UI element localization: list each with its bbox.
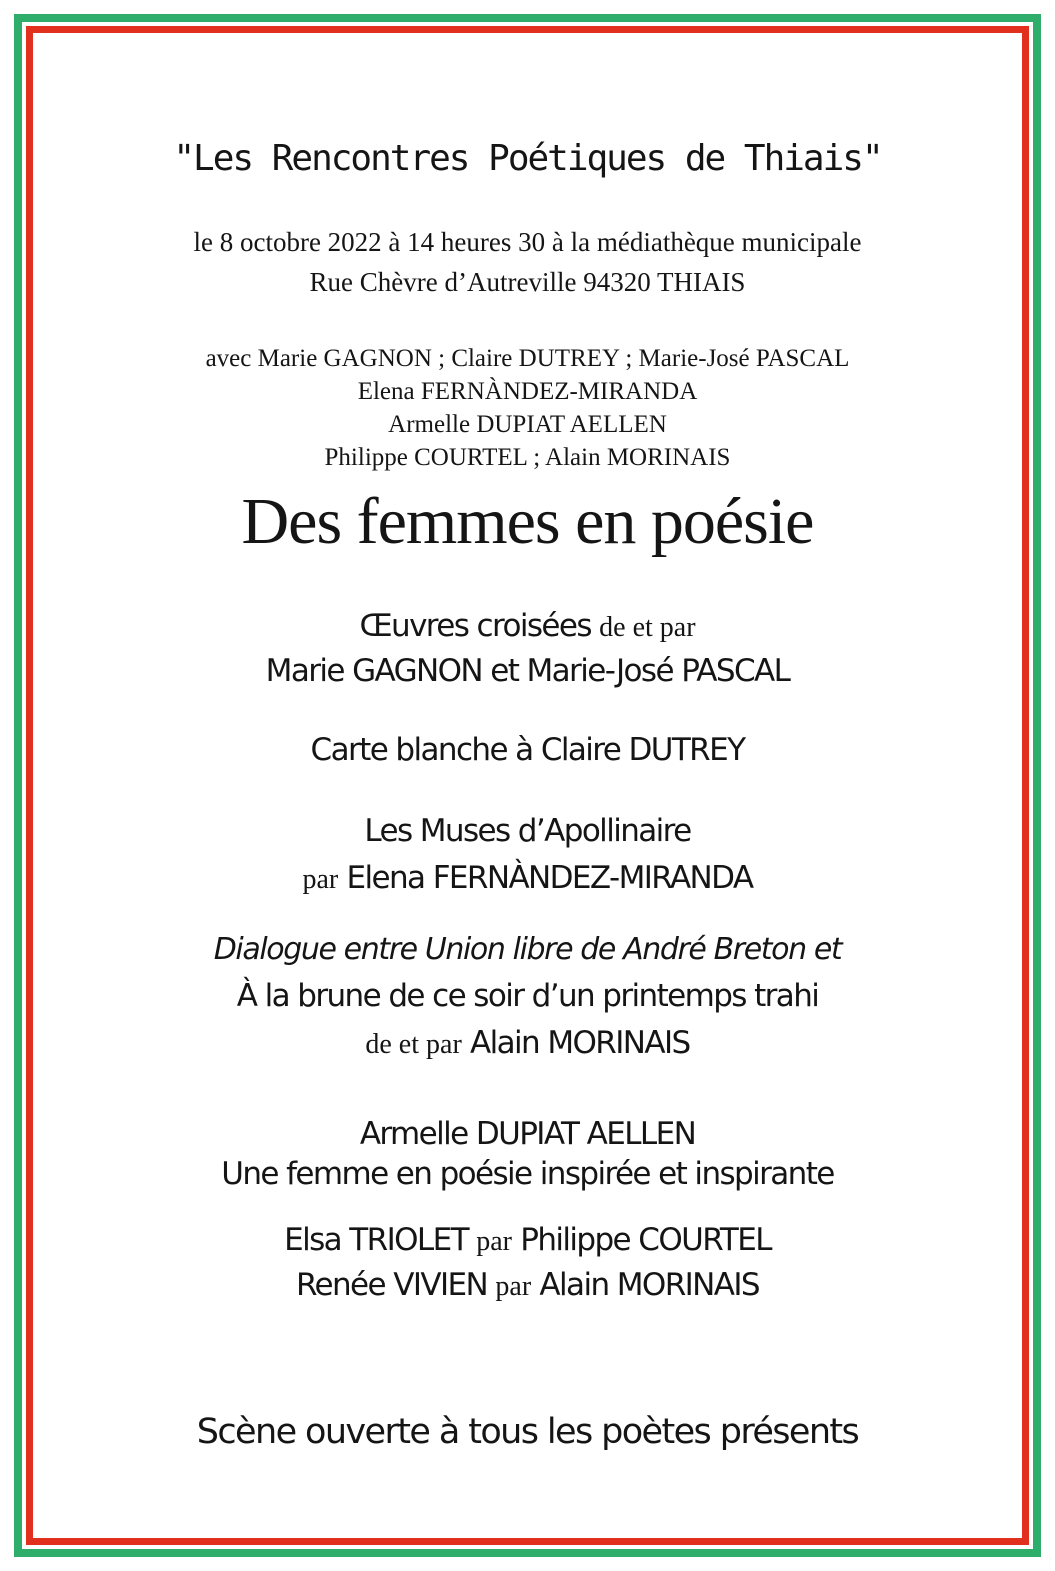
program-oeuvres <box>33 608 1022 644</box>
program-dialogue-title: À la brune de ce soir d’un printemps trahi <box>236 978 819 1014</box>
program-oeuvres-names: Marie GAGNON et Marie-José PASCAL <box>265 653 790 689</box>
footer-open-stage: Scène ouverte à tous les poètes présents <box>196 1412 859 1452</box>
program-armelle-desc: Une femme en poésie inspirée et inspirante <box>221 1156 834 1192</box>
program-muses-par: par <box>302 864 339 895</box>
program-dialogue-italic: Dialogue entre Union libre de André Breton et <box>213 932 842 967</box>
guest-line-1: avec Marie GAGNON ; Claire DUTREY ; Marie-José PASCAL <box>205 345 850 372</box>
guest-line-2: Elena FERNÀNDEZ-MIRANDA <box>357 378 698 405</box>
event-header: "Les Rencontres Poétiques de Thiais" <box>173 138 882 179</box>
guest-line-3: Armelle DUPIAT AELLEN <box>388 411 667 438</box>
program-muses-author <box>33 860 1022 896</box>
poster-content <box>33 33 1022 1538</box>
program-muses-title: Les Muses d’Apollinaire <box>364 813 691 849</box>
program-dialogue-name: Alain MORINAIS <box>470 1025 690 1061</box>
program-oeuvres-main: Œuvres croisées <box>359 608 591 644</box>
program-renee-by: Alain MORINAIS <box>539 1267 759 1303</box>
program-muses-name: Elena FERNÀNDEZ-MIRANDA <box>346 860 753 896</box>
program-dialogue-small: de et par <box>365 1029 462 1060</box>
program-elsa-par: par <box>476 1226 512 1257</box>
program-elsa-name: Elsa TRIOLET <box>284 1222 468 1258</box>
program-elsa <box>33 1222 1022 1258</box>
program-dialogue-author <box>33 1025 1022 1061</box>
program-renee <box>33 1267 1022 1303</box>
guest-line-4: Philippe COURTEL ; Alain MORINAIS <box>324 444 731 471</box>
program-renee-par: par <box>495 1271 532 1302</box>
program-elsa-by: Philippe COURTEL <box>520 1222 771 1258</box>
event-title: Des femmes en poésie <box>241 485 814 558</box>
event-address-line: Rue Chèvre d’Autreville 94320 THIAIS <box>309 267 746 297</box>
program-carte-blanche: Carte blanche à Claire DUTREY <box>310 732 745 768</box>
program-oeuvres-small: de et par <box>599 612 696 643</box>
program-renee-name: Renée VIVIEN <box>295 1267 488 1303</box>
program-armelle-name: Armelle DUPIAT AELLEN <box>359 1116 696 1152</box>
event-date-line: le 8 octobre 2022 à 14 heures 30 à la médiathèque municipale <box>193 227 862 257</box>
